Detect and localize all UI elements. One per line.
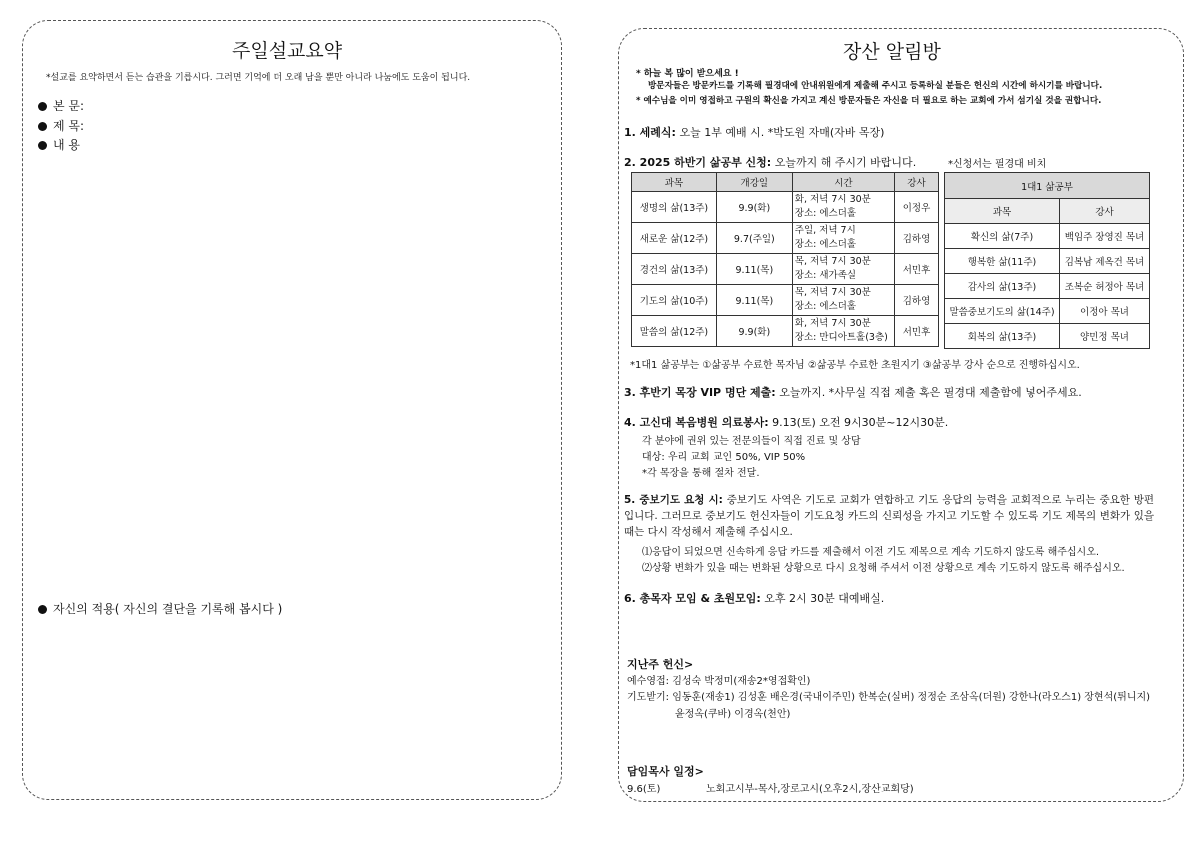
schedule-title: 담임목사 일정> [627,765,704,778]
course-time-line: 화, 저녁 7시 30분 [794,318,871,329]
course-subject: 새로운 삶(12주) [632,223,717,254]
sermon-summary-title: 주일설교요약 [232,40,343,62]
course-table [631,172,939,347]
table-row [632,254,939,285]
course-place-line: 장소: 에스더홀 [794,301,857,312]
course-header: 개강일 [716,173,792,192]
table-row [945,249,1150,274]
table-row [632,223,939,254]
schedule-text: 노회고시부-목사,장로고시(오후2시,장산교회당) [706,784,914,795]
one-on-one-table [944,172,1150,349]
one-on-one-header: 강사 [1060,199,1150,224]
item-head: 6. 총목자 모임 & 초원모임: [624,592,761,605]
course-start: 9.9(화) [716,316,792,347]
bullet-icon [38,122,47,131]
table-row [632,192,939,223]
notice-3: * 예수님을 이미 영접하고 구원의 확신을 가지고 계신 방문자들은 자신을 더 필요로 하는 교회에 가서 섬기실 것을 권합니다. [636,96,1102,106]
course-time [792,316,894,347]
course-time [792,223,894,254]
table-row [945,324,1150,349]
course-place-line: 장소: 새가족실 [794,270,857,281]
bullet-icon [38,102,47,111]
course-time-line: 목, 저녁 7시 30분 [794,256,871,267]
one-on-one-teacher: 양민정 목녀 [1060,324,1150,349]
course-time [792,254,894,285]
prayer-sub-1: ⑴응답이 되었으면 신속하게 응답 카드를 제출해서 이전 기도 제목으로 계속 기도하지 않도록 해주십시오. [642,547,1100,558]
one-on-one-title: 1대1 삶공부 [945,173,1150,199]
one-on-one-teacher: 김복남 제옥건 목녀 [1060,249,1150,274]
one-on-one-subject: 행복한 삶(11주) [945,249,1060,274]
offering-line: 윤정옥(쿠바) 이경옥(천안) [675,709,791,720]
announcements-title: 장산 알림방 [843,41,941,63]
item-leaders-meeting [624,590,884,606]
item-head: 1. 세례식: [624,126,676,139]
one-on-one-subject: 말씀중보기도의 삶(14주) [945,299,1060,324]
course-start: 9.11(목) [716,285,792,316]
notice-1: * 하늘 복 많이 받으세요 ! [636,69,739,79]
item-text: 오늘까지 해 주시기 바랍니다. [774,156,917,169]
one-on-one-header: 과목 [945,199,1060,224]
course-time-line: 화, 저녁 7시 30분 [794,194,871,205]
course-time-line: 목, 저녁 7시 30분 [794,287,871,298]
one-on-one-note: *1대1 삶공부는 ①삶공부 수료한 목자님 ②삶공부 수료한 초원지기 ③삶공부 강사 순으로 진행하십시오. [630,360,1080,371]
life-study-note: *신청서는 필경대 비치 [948,159,1047,170]
one-on-one-subject: 감사의 삶(13주) [945,274,1060,299]
field-label: 제 목: [53,119,85,133]
table-row [632,316,939,347]
course-subject: 생명의 삶(13주) [632,192,717,223]
item-vip-list [624,384,1082,400]
course-header: 과목 [632,173,717,192]
course-place-line: 장소: 만디아트홀(3층) [794,332,888,343]
course-time [792,192,894,223]
field-application [38,600,282,617]
course-start: 9.9(화) [716,192,792,223]
course-teacher: 김하영 [894,223,938,254]
course-place-line: 장소: 에스더홀 [794,208,857,219]
medical-line: 각 분야에 권위 있는 전문의들이 직접 진료 및 상담 [642,436,861,447]
one-on-one-subject: 회복의 삶(13주) [945,324,1060,349]
schedule-date: 9.6(토) [627,784,661,795]
item-head: 3. 후반기 목장 VIP 명단 제출: [624,386,776,399]
item-text: 오늘까지. *사무실 직접 제출 혹은 필경대 제출함에 넣어주세요. [779,386,1082,399]
prayer-sub-2: ⑵상황 변화가 있을 때는 변화된 상황으로 다시 요청해 주셔서 이전 상황으로 계속 기도하지 않도록 해주십시오. [642,563,1125,574]
field-scripture [38,97,84,114]
course-time-line: 주일, 저녁 7시 [794,225,856,236]
item-text: 오후 2시 30분 대예배실. [764,592,885,605]
table-row [945,299,1150,324]
offering-line: 예수영접: 김성숙 박정미(재송2*영접확인) [627,676,811,687]
course-start: 9.11(목) [716,254,792,285]
bullet-icon [38,605,47,614]
table-row [945,224,1150,249]
course-subject: 경건의 삶(13주) [632,254,717,285]
table-row [945,274,1150,299]
table-row [632,285,939,316]
course-start: 9.7(주일) [716,223,792,254]
one-on-one-teacher: 조복순 허정아 목녀 [1060,274,1150,299]
item-text: 9.13(토) 오전 9시30분~12시30분. [772,416,949,429]
one-on-one-subject: 확신의 삶(7주) [945,224,1060,249]
sermon-summary-panel [22,20,562,800]
item-text: 중보기도 사역은 기도로 교회가 연합하고 기도 응답의 능력을 교회적으로 누리는 중요한 방편입니다. 그러므로 중보기도 헌신자들이 기도요청 카드의 신뢰성을 가지고 기도할 수 있도록 기도 제목의 변화가 있을 때는 다시 작성해서 제출해 주십시오. [624,494,1154,538]
item-text: 오늘 1부 예배 시. *박도원 자매(자바 목장) [679,126,885,139]
course-subject: 기도의 삶(10주) [632,285,717,316]
field-label: 자신의 적용( 자신의 결단을 기록해 봅시다 ) [53,602,283,616]
bullet-icon [38,141,47,150]
medical-line: *각 목장을 통해 절차 전달. [642,468,760,479]
field-label: 내 용 [53,138,80,152]
one-on-one-teacher: 이정아 목녀 [1060,299,1150,324]
item-head: 2. 2025 하반기 삶공부 신청: [624,156,772,169]
course-teacher: 김하영 [894,285,938,316]
course-time [792,285,894,316]
field-title [38,117,84,134]
course-header: 시간 [792,173,894,192]
item-life-study [624,154,916,170]
course-header: 강사 [894,173,938,192]
notice-2: 방문자들은 방문카드를 기록해 필경대에 안내위원에게 제출해 주시고 등록하실 분들은 헌신의 시간에 하시기를 바랍니다. [648,81,1103,91]
course-teacher: 이정우 [894,192,938,223]
sermon-intro: *설교를 요약하면서 듣는 습관을 기릅시다. 그러면 기억에 더 오래 남을 뿐만 아니라 나눔에도 도움이 됩니다. [46,73,471,83]
field-content [38,136,80,153]
item-prayer-request [624,492,1154,540]
one-on-one-teacher: 백임주 장영진 목녀 [1060,224,1150,249]
course-place-line: 장소: 에스더홀 [794,239,857,250]
course-teacher: 서민후 [894,316,938,347]
course-subject: 말씀의 삶(12주) [632,316,717,347]
item-head: 4. 고신대 복음병원 의료봉사: [624,416,769,429]
item-baptism [624,124,884,140]
item-head: 5. 중보기도 요청 시: [624,494,723,506]
course-teacher: 서민후 [894,254,938,285]
field-label: 본 문: [53,99,85,113]
item-medical-service [624,414,948,430]
medical-line: 대상: 우리 교회 교인 50%, VIP 50% [642,452,806,463]
offering-title: 지난주 헌신> [627,658,694,671]
offering-line: 기도받기: 임동훈(재송1) 김성훈 배은경(국내이주민) 한복순(실버) 정정순 조삼옥(더원) 강한나(라오스1) 장현석(튀니지) [627,692,1151,703]
